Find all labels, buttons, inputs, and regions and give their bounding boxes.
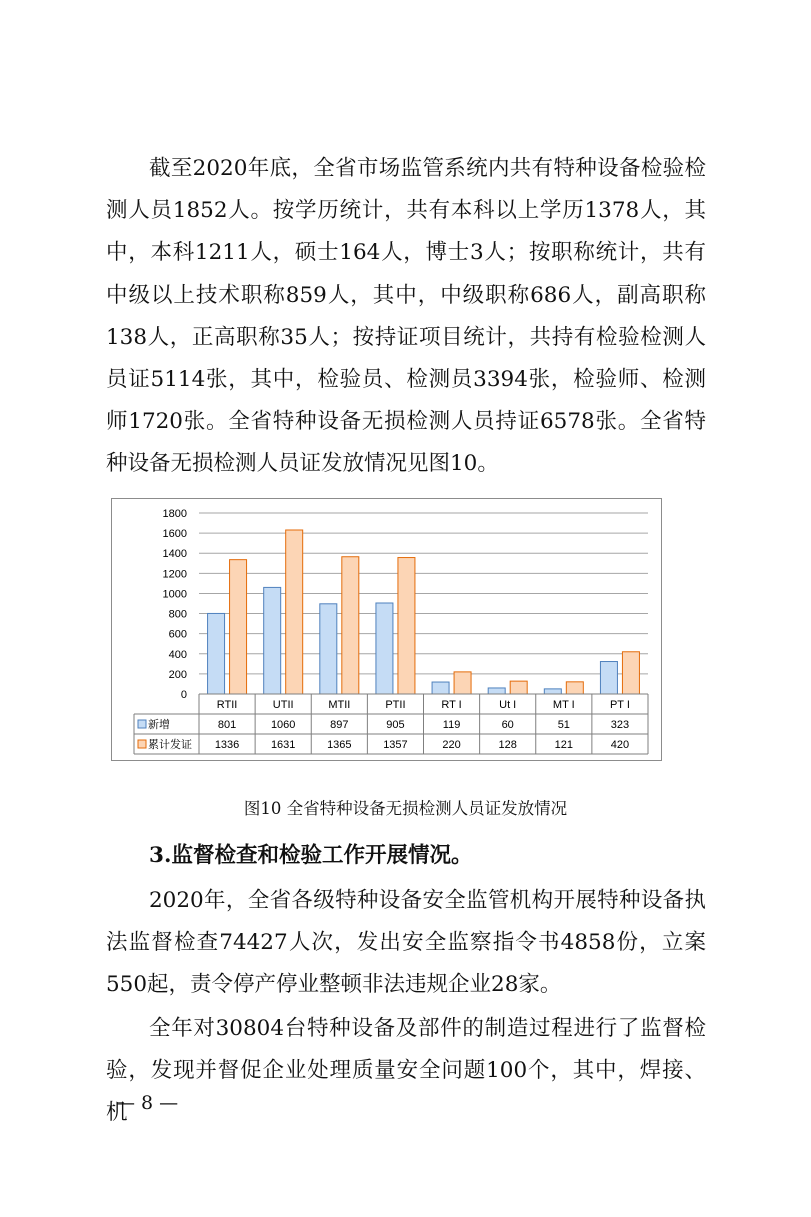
bar — [264, 587, 281, 694]
category-label: MTII — [328, 699, 351, 711]
data-label: 897 — [330, 719, 349, 731]
data-label: 1365 — [327, 739, 352, 751]
category-label: RTII — [216, 699, 238, 711]
data-label: 1060 — [270, 719, 296, 731]
data-label: 801 — [217, 719, 237, 731]
bar — [376, 603, 393, 694]
paragraph-inspection: 2020年，全省各级特种设备安全监管机构开展特种设备执法监督检查74427人次，发出安全监察指令书4858份，立案550起，责令停产停业整顿非法违规企业28家。 — [106, 888, 706, 998]
bar — [600, 662, 617, 694]
section-heading: 3.监督检查和检验工作开展情况。 — [149, 843, 473, 868]
data-label: 220 — [442, 739, 461, 751]
bar — [622, 652, 639, 694]
bar — [286, 530, 303, 694]
data-label: 51 — [557, 719, 570, 731]
category-label: PTII — [385, 699, 406, 711]
bar — [544, 689, 561, 694]
data-label: 905 — [386, 719, 405, 731]
paragraph-manufacturing: 全年对30804台特种设备及部件的制造过程进行了监督检验，发现并督促企业处理质量安全问题100个，其中，焊接、机 — [106, 1016, 706, 1126]
page-number: — 8 — — [116, 1092, 179, 1114]
legend-label: 累计发证 — [148, 739, 192, 751]
bar — [342, 557, 359, 694]
bar — [320, 604, 337, 694]
bar — [566, 682, 583, 694]
bar — [488, 688, 505, 694]
category-label: UTII — [272, 699, 294, 711]
bar — [398, 558, 415, 694]
data-label: 60 — [501, 719, 514, 731]
figure-caption: 图10 全省特种设备无损检测人员证发放情况 — [243, 799, 568, 818]
bar-chart — [112, 499, 661, 760]
y-tick-label: 400 — [168, 648, 187, 661]
y-tick-label: 600 — [168, 628, 187, 641]
bar — [208, 613, 225, 694]
y-tick-label: 1200 — [162, 568, 187, 581]
y-tick-label: 200 — [168, 668, 187, 681]
bar — [510, 681, 527, 694]
legend-key — [138, 740, 146, 748]
data-label: 1336 — [214, 739, 240, 751]
y-tick-label: 1000 — [162, 588, 187, 601]
y-tick-label: 1800 — [162, 508, 187, 520]
category-label: MT I — [552, 699, 575, 711]
bar — [230, 560, 247, 694]
data-label: 119 — [442, 719, 461, 731]
category-label: RT I — [441, 699, 462, 711]
legend-key — [138, 720, 146, 728]
data-label: 323 — [610, 719, 630, 731]
data-label: 128 — [498, 739, 517, 751]
bar — [454, 672, 471, 694]
y-tick-label: 1600 — [162, 528, 187, 541]
bar — [432, 682, 449, 694]
y-tick-label: 0 — [180, 689, 187, 701]
y-tick-label: 1400 — [162, 548, 187, 561]
data-label: 420 — [610, 739, 630, 751]
data-label: 1357 — [383, 739, 408, 751]
data-label: 1631 — [270, 739, 296, 751]
data-label: 121 — [554, 739, 573, 751]
y-tick-label: 800 — [168, 608, 187, 621]
category-label: PT I — [609, 699, 630, 711]
legend-label: 新增 — [148, 719, 170, 731]
category-label: Ut I — [499, 699, 517, 711]
paragraph-personnel: 截至2020年底，全省市场监管系统内共有特种设备检验检测人员1852人。按学历统计，共有本科以上学历1378人，其中，本科1211人，硕士164人，博士3人；按职称统计，共有中级以上技术职称859人，其中，中级职称686人，副高职称138人，正高职称35人；按持证项目统计，共持有检验检测人员证5114张，其中，检验员、检测员3394张，检验师、检测师1720张。全省特种设备无损检测人员持证6578张。全省特种设备无损检测人员证发放情况见图10。 — [106, 156, 706, 477]
chart-ndt-certificates — [111, 498, 662, 761]
